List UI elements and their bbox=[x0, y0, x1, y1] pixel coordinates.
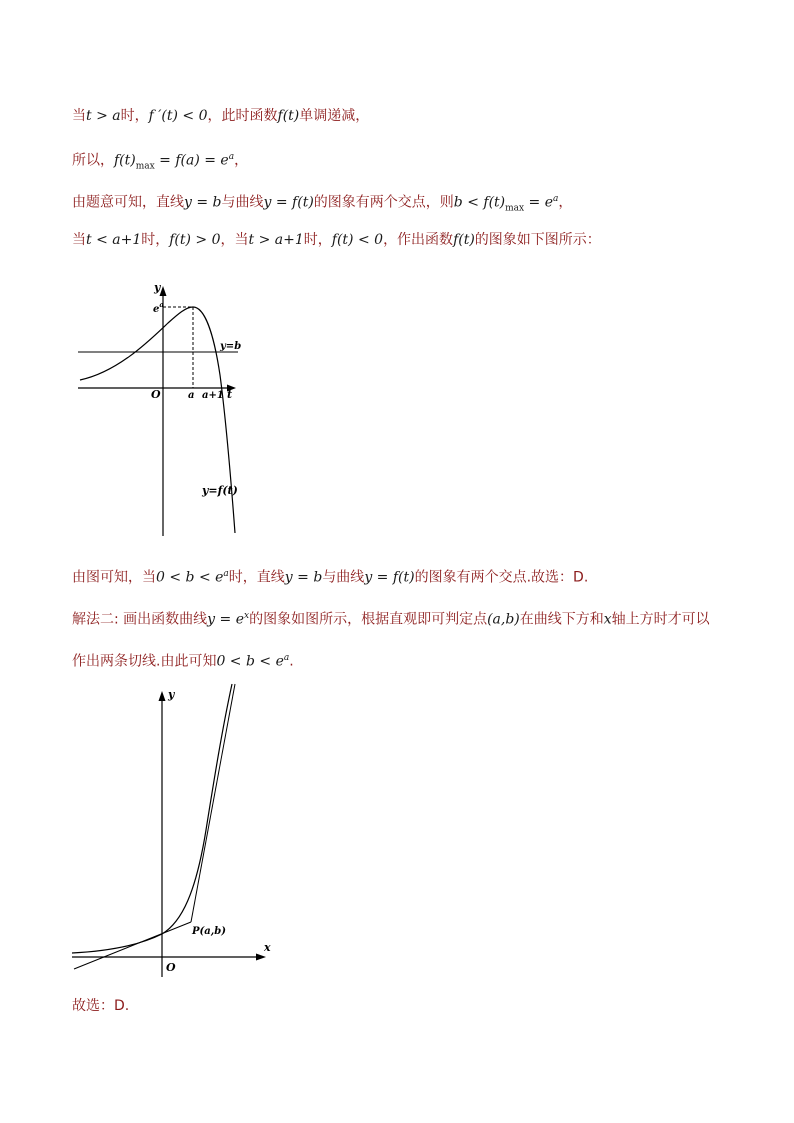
math: 0 < b < e bbox=[216, 653, 284, 670]
math-sup: a bbox=[223, 569, 229, 579]
y-axis-label: y bbox=[168, 688, 175, 701]
point-label: P(a,b) bbox=[192, 926, 226, 937]
text: 的图象如图所示，根据直观即可判定点 bbox=[249, 611, 488, 628]
math: f(t) < 0 bbox=[331, 232, 384, 248]
x-axis-arrow bbox=[256, 954, 266, 961]
text: 故选：D. bbox=[72, 998, 130, 1014]
math-sup: x bbox=[244, 611, 250, 621]
tangent-line-right bbox=[191, 684, 235, 922]
function-graph-figure bbox=[74, 275, 249, 540]
text: 当 bbox=[72, 108, 86, 124]
math: f(t) > 0 bbox=[169, 232, 221, 248]
text: 时， bbox=[141, 232, 170, 248]
t-axis-label: t bbox=[227, 388, 233, 401]
text: 轴上方时才可以 bbox=[611, 611, 710, 628]
a1-tick-label: a+1 bbox=[202, 390, 224, 401]
text: 作出两条切线.由此可知 bbox=[72, 653, 217, 670]
math-sup: a bbox=[228, 152, 235, 162]
math-sup: a bbox=[283, 653, 290, 663]
math: f ′(t) < 0 bbox=[148, 108, 208, 124]
origin-label: O bbox=[151, 388, 161, 401]
math: y = e bbox=[207, 611, 244, 628]
origin-label: O bbox=[166, 961, 176, 974]
text-line-3 bbox=[72, 189, 572, 218]
text: 与曲线 bbox=[221, 194, 264, 211]
y-axis-arrow bbox=[160, 286, 167, 296]
y-axis-label: y bbox=[154, 281, 161, 294]
peak-label: $e^a$ bbox=[153, 300, 164, 315]
exponential-graph-figure bbox=[70, 682, 275, 978]
a-tick-label: a bbox=[188, 390, 195, 401]
curve-exp bbox=[72, 684, 232, 953]
text: 与曲线 bbox=[322, 569, 365, 586]
text-line-2 bbox=[72, 147, 248, 176]
text-line-6 bbox=[72, 606, 710, 630]
math: y = f(t) bbox=[263, 194, 314, 211]
text: . bbox=[289, 653, 294, 670]
line-label: y=b bbox=[220, 341, 242, 352]
curve-label: y=f(t) bbox=[202, 484, 238, 497]
text: 的图象有两个交点，则 bbox=[313, 194, 454, 211]
math: t < a+1 bbox=[86, 232, 142, 248]
math: f(t) bbox=[453, 232, 475, 248]
text: 的图象有两个交点.故选：D. bbox=[414, 569, 589, 586]
text-line-1 bbox=[72, 106, 369, 126]
text: 由题意可知，直线 bbox=[72, 194, 184, 211]
math: f(t) bbox=[114, 152, 136, 169]
math-sub: max bbox=[505, 203, 525, 214]
text: 时，直线 bbox=[228, 569, 285, 586]
math: x bbox=[603, 611, 612, 628]
text-line-4 bbox=[72, 230, 601, 250]
text: ，此时函数 bbox=[207, 108, 278, 124]
math: y = b bbox=[284, 569, 323, 586]
text: 当 bbox=[72, 232, 86, 248]
text: ，作出函数 bbox=[383, 232, 454, 248]
x-axis-label: x bbox=[264, 941, 271, 954]
text: 单调递减， bbox=[299, 108, 370, 124]
text: ， bbox=[234, 152, 249, 169]
text-line-7 bbox=[72, 648, 294, 672]
text: 所以， bbox=[72, 152, 114, 169]
math: t > a+1 bbox=[248, 232, 304, 248]
math: (a,b) bbox=[487, 611, 520, 628]
text: 解法二: 画出函数曲线 bbox=[72, 611, 208, 628]
text: 时， bbox=[303, 232, 332, 248]
math: y = b bbox=[184, 194, 222, 211]
text: 由图可知，当 bbox=[72, 569, 156, 586]
math: t > a bbox=[86, 108, 121, 124]
text-line-5 bbox=[72, 564, 588, 588]
curve-f-t bbox=[80, 307, 235, 533]
text: 在曲线下方和 bbox=[519, 611, 604, 628]
math: y = f(t) bbox=[364, 569, 415, 586]
math: f(t) bbox=[277, 108, 300, 124]
text-line-8 bbox=[72, 996, 129, 1016]
text: ， bbox=[558, 194, 573, 211]
text: 时， bbox=[120, 108, 149, 124]
text: 的图象如下图所示： bbox=[474, 232, 601, 248]
math: = e bbox=[524, 194, 554, 211]
math: 0 < b < e bbox=[156, 569, 224, 586]
math: = f(a) = e bbox=[154, 152, 229, 169]
math: b < f(t) bbox=[453, 194, 506, 211]
math-sub: max bbox=[135, 161, 155, 172]
math-sup: a bbox=[553, 194, 559, 204]
y-axis-arrow bbox=[159, 691, 166, 701]
text: ，当 bbox=[220, 232, 249, 248]
